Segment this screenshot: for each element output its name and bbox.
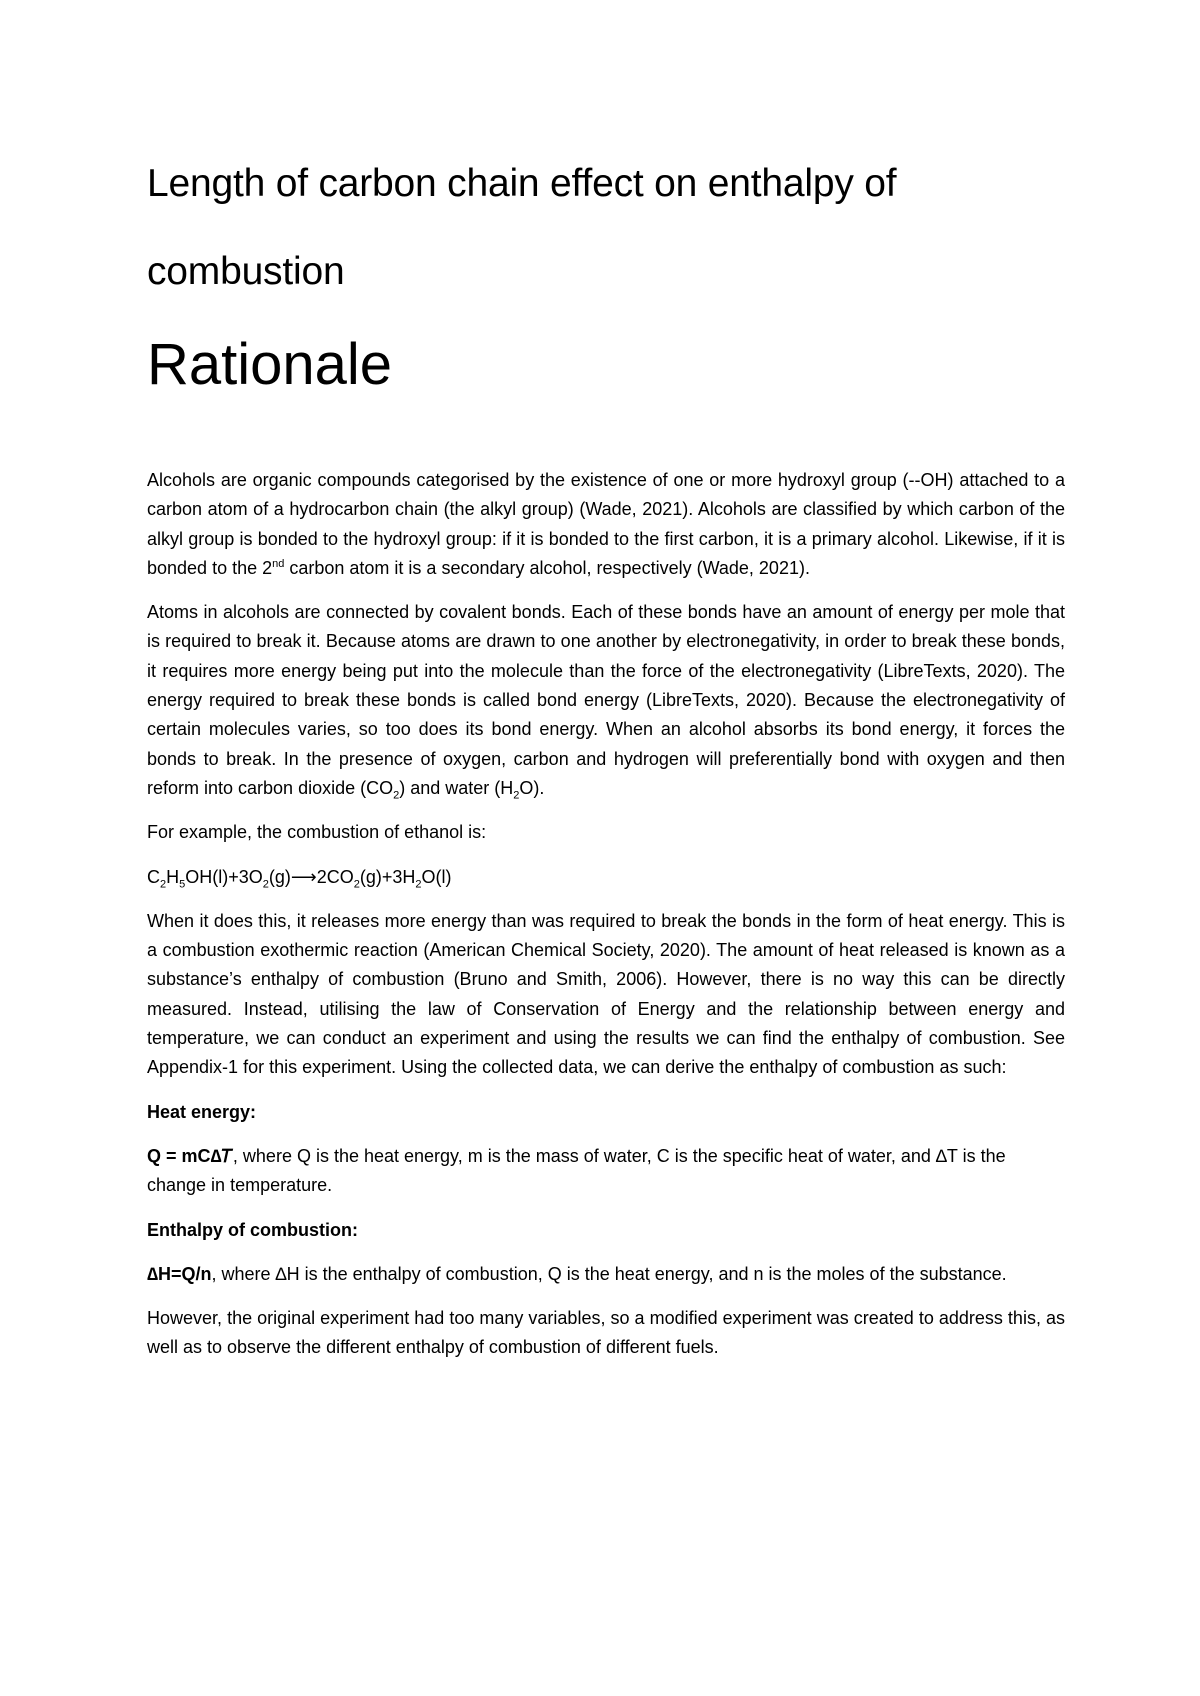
enthalpy-formula: ∆H=Q/n	[147, 1263, 212, 1284]
heat-energy-formula-paragraph: Q = mC∆𝑇, where Q is the heat energy, m is the mass of water, C is the specific heat of water, and ∆T is the change in temperature.	[147, 1145, 1006, 1196]
enthalpy-formula-paragraph: ∆H=Q/n, where ∆H is the enthalpy of combustion, Q is the heat energy, and n is the moles of the substance.	[147, 1263, 1007, 1284]
enthalpy-label: Enthalpy of combustion:	[147, 1219, 358, 1240]
document-body	[147, 466, 1065, 1378]
heat-energy-label: Heat energy:	[147, 1101, 257, 1122]
document-title: Length of carbon chain effect on enthalpy of combustion	[147, 162, 897, 293]
paragraph-example: For example, the combustion of ethanol is:	[147, 822, 487, 843]
equation-ethanol-combustion: $C_2H_5OH(l)+3O_2(g)⟶2CO_2(g)+3H_2O(l)$	[147, 866, 452, 891]
section-heading-rationale: Rationale	[147, 332, 393, 397]
paragraph-modified-experiment: However, the original experiment had too many variables, so a modified experiment was created to address this, as well as to observe the different enthalpy of combustion of different fuels.	[147, 1308, 1065, 1358]
heat-energy-formula: Q = mC∆𝑇	[147, 1145, 233, 1166]
paragraph-bonds: Atoms in alcohols are connected by covalent bonds. Each of these bonds have an amount of energy per mole that is required to break it. Because atoms are drawn to one another by electronegativity, in order to break these bonds, it requires more energy being put into the molecule than the force of the electronegativity (LibreTexts, 2020). The energy required to break these bonds is called bond energy (LibreTexts, 2020). Because the electronegativity of certain molecules varies, so too does its bond energy. When an alcohol absorbs its bond energy, it forces the bonds to break. In the presence of oxygen, carbon and hydrogen will preferentially bond with oxygen and then reform into carbon dioxide $(CO_2)$ and water $(H_2O)$.	[147, 602, 1065, 802]
paragraph-alcohols: Alcohols are organic compounds categorised by the existence of one or more hydroxyl group (--OH) attached to a carbon atom of a hydrocarbon chain (the alkyl group) (Wade, 2021). Alcohols are classified by which carbon of the alkyl group is bonded to the hydroxyl group: if it is bonded to the first carbon, it is a primary alcohol. Likewise, if it is bonded to the 2nd carbon atom it is a secondary alcohol, respectively (Wade, 2021).	[147, 470, 1065, 578]
paragraph-heat-release: When it does this, it releases more energy than was required to break the bonds in the form of heat energy. This is a combustion exothermic reaction (American Chemical Society, 2020). The amount of heat released is known as a substance’s enthalpy of combustion (Bruno and Smith, 2006). However, there is no way this can be directly measured. Instead, utilising the law of Conservation of Energy and the relationship between energy and temperature, we can conduct an experiment and using the results we can find the enthalpy of combustion. See Appendix-1 for this experiment. Using the collected data, we can derive the enthalpy of combustion as such:	[147, 910, 1065, 1078]
